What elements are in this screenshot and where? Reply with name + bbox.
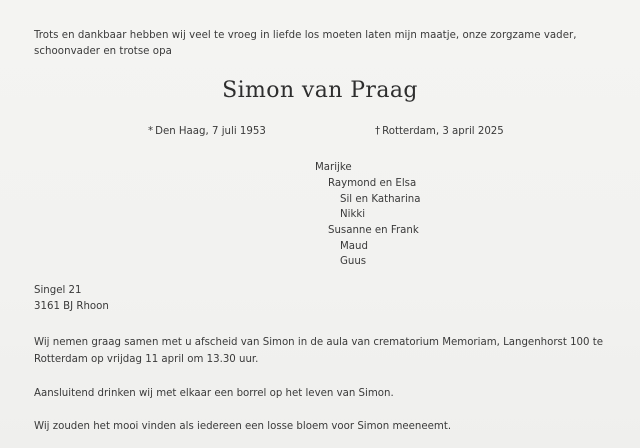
family-member-partner: Marijke	[315, 162, 352, 173]
family-member-child: Susanne en Frank	[328, 225, 419, 236]
cross-symbol: †	[375, 126, 381, 137]
family-member-grandchild: Maud	[340, 241, 368, 252]
birth-text: Den Haag, 7 juli 1953	[155, 126, 266, 137]
address-city: 3161 BJ Rhoon	[34, 301, 109, 312]
family-member-grandchild: Guus	[340, 256, 367, 267]
death-line	[375, 126, 504, 137]
death-text: Rotterdam, 3 april 2025	[382, 126, 504, 137]
intro-text: Trots en dankbaar hebben wij veel te vroeg in liefde los moeten laten mijn maatje, onze zorgzame vader, schoonvader en trotse opa	[34, 30, 577, 57]
birth-line	[148, 126, 266, 137]
drinks-text: Aansluitend drinken wij met elkaar een borrel op het leven van Simon.	[34, 388, 394, 399]
ceremony-text: Wij nemen graag samen met u afscheid van Simon in de aula van crematorium Memoriam, Langenhorst 100 te Rotterdam op vrijdag 11 april om 13.30 uur.	[34, 337, 604, 365]
family-member-child: Raymond en Elsa	[328, 178, 417, 189]
flower-text: Wij zouden het mooi vinden als iedereen een losse bloem voor Simon meeneemt.	[34, 421, 452, 432]
family-member-grandchild: Nikki	[340, 209, 366, 220]
family-member-grandchild: Sil en Katharina	[340, 194, 421, 205]
birth-symbol: *	[148, 126, 154, 137]
deceased-name: Simon van Praag	[222, 78, 418, 103]
address-street: Singel 21	[34, 285, 82, 296]
